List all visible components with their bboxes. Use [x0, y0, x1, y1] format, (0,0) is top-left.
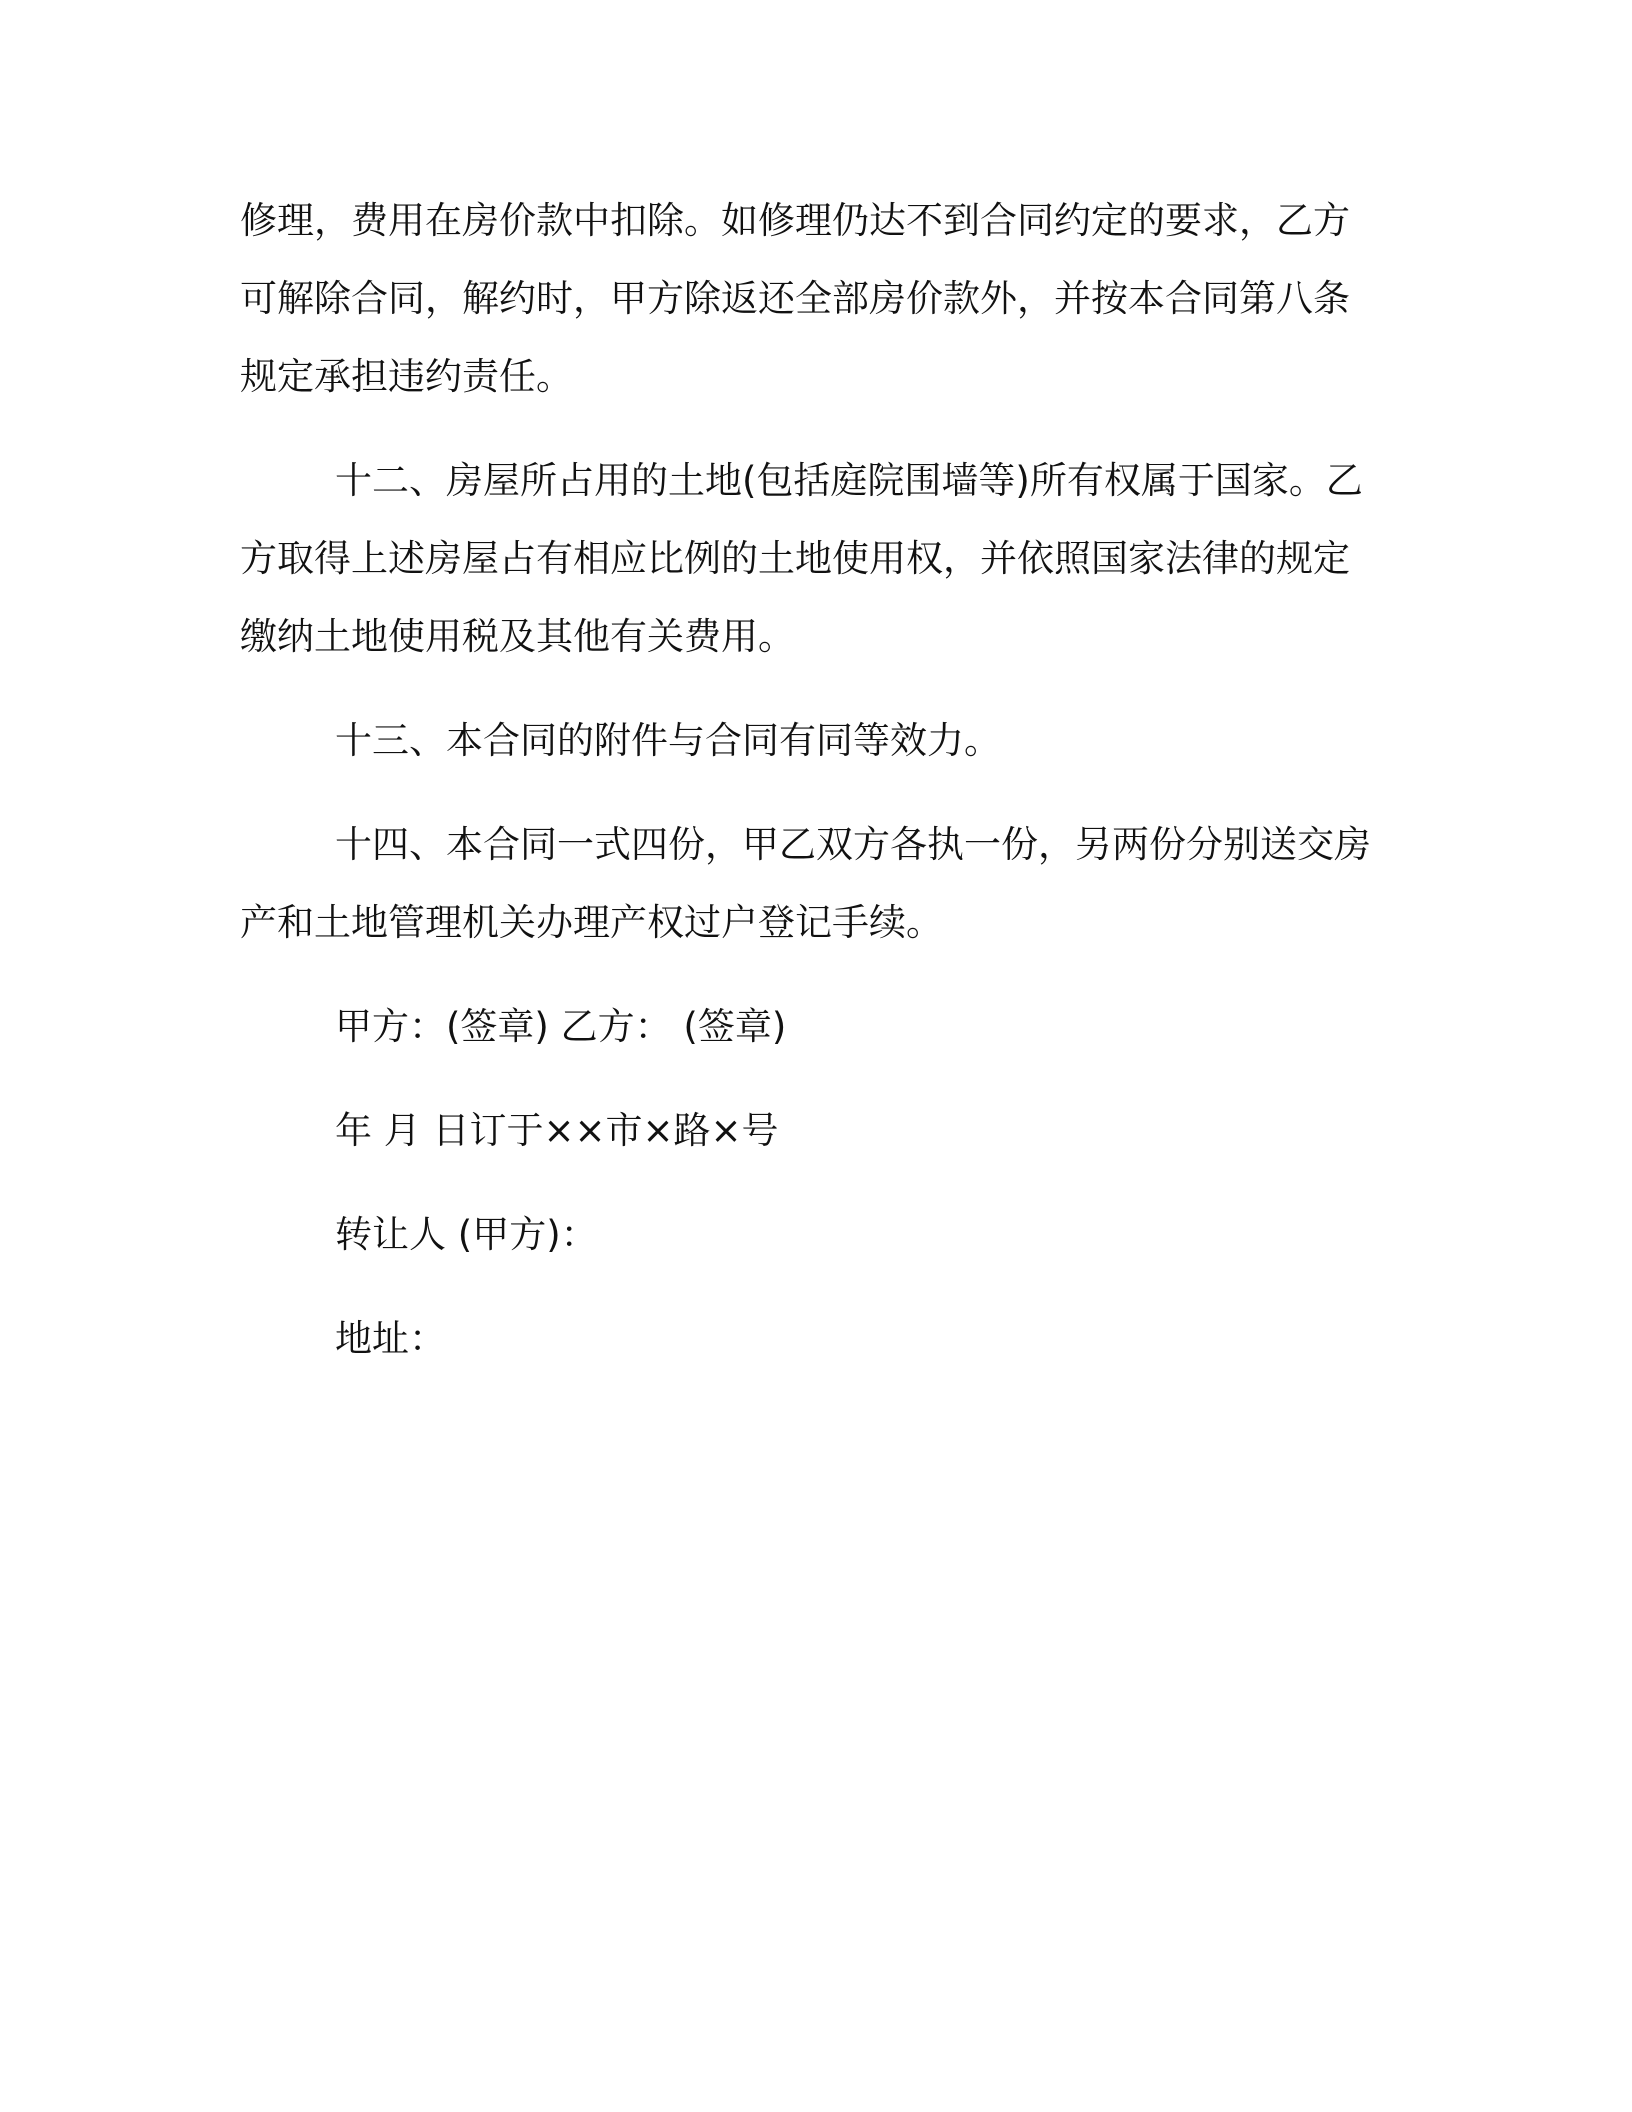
- clause-13: [240, 702, 1405, 780]
- paragraph-line: 修理，费用在房价款中扣除。如修理仍达不到合同约定的要求，乙方: [240, 199, 1350, 242]
- paragraph-continuation: [240, 182, 1405, 416]
- transferor-line: [240, 1196, 1405, 1274]
- clause-14: [240, 806, 1405, 962]
- clause-line: 缴纳土地使用税及其他有关费用。: [240, 615, 795, 658]
- transferor-label: 转让人 (甲方)：: [335, 1213, 598, 1256]
- date-place-line: [240, 1092, 1405, 1170]
- clause-line: 十四、本合同一式四份，甲乙双方各执一份，另两份分别送交房: [335, 823, 1371, 866]
- clause-line: 产和土地管理机关办理产权过户登记手续。: [240, 901, 943, 944]
- signature-line: [240, 988, 1405, 1066]
- paragraph-line: 可解除合同，解约时，甲方除返还全部房价款外，并按本合同第八条: [240, 277, 1350, 320]
- clause-line: 方取得上述房屋占有相应比例的土地使用权，并依照国家法律的规定: [240, 537, 1350, 580]
- document-body: [240, 182, 1405, 1378]
- clause-12: [240, 442, 1405, 676]
- paragraph-line: 规定承担违约责任。: [240, 355, 573, 398]
- signatures-text: 甲方：(签章) 乙方： (签章): [335, 1005, 787, 1048]
- clause-line: 十三、本合同的附件与合同有同等效力。: [335, 719, 1001, 762]
- clause-line: 十二、房屋所占用的土地(包括庭院围墙等)所有权属于国家。乙: [335, 459, 1363, 502]
- address-line: [240, 1300, 1405, 1378]
- address-label: 地址：: [335, 1317, 446, 1360]
- date-place-text: 年 月 日订于××市×路×号: [335, 1109, 779, 1152]
